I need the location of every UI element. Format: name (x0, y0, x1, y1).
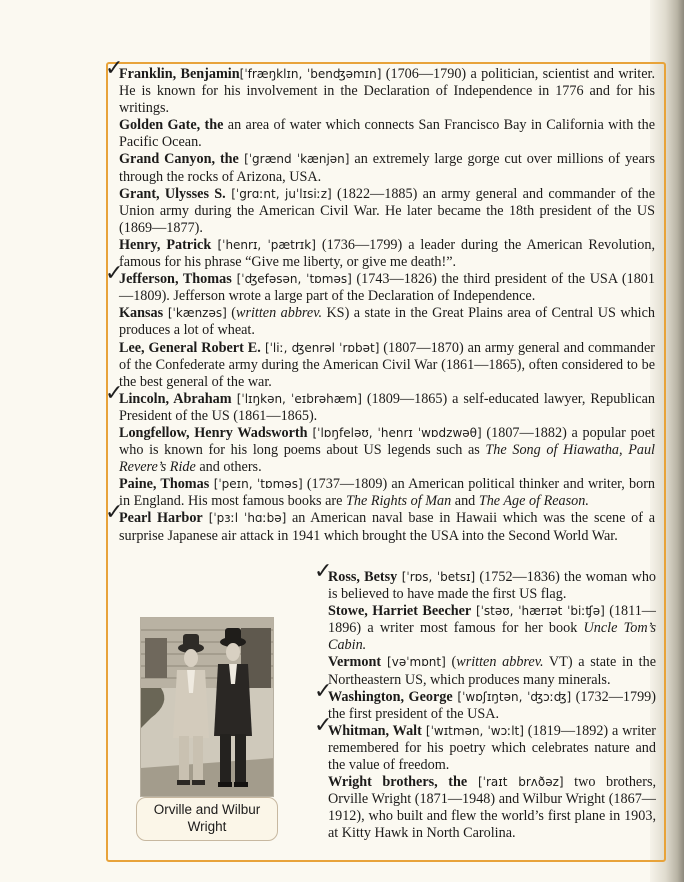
glossary-entry-wright (328, 774, 656, 842)
entry-pronunciation: [ˈwɒʃɪŋtən, ˈʤɔːʤ] (452, 689, 572, 704)
entry-definition: (1737—1809) an American political thinker and writer, born in England. His most famous books are (119, 476, 656, 510)
glossary-entry-jefferson (119, 271, 655, 305)
entry-pronunciation: [ˈkænzəs] (163, 306, 227, 321)
entry-pronunciation: [ˈstəʊ, ˈhærɪət ˈbiːʧə] (471, 604, 605, 619)
entry-definition-italic: The Rights of Man (345, 493, 452, 510)
glossary-entry-pearl-harbor (119, 510, 655, 544)
entry-pronunciation: [ˈliː, ʤenrəl ˈrɒbət] (260, 340, 380, 355)
wright-brothers-photo (140, 617, 274, 797)
entry-definition: (1706—1790) a politician, scientist and writer. He is known for his involvement in the Declaration of Independence in 1776 and for his writings. (119, 66, 656, 117)
entry-pronunciation: [ˈlɒŋfeləʊ, ˈhenrɪ ˈwɒdzwəθ] (307, 425, 482, 440)
entry-headword: Stowe, Harriet Beecher (328, 603, 472, 620)
entry-pronunciation: [ˈlɪŋkən, ˈeɪbrəhæm] (231, 391, 362, 406)
glossary-entry-lee (119, 340, 655, 391)
glossary-entry-vermont (328, 654, 656, 688)
entry-definition: (1811—1896) a writer most famous for her book (328, 603, 656, 637)
glossary-entry-grant (119, 186, 655, 237)
entry-definition-italic: written abbrev. (235, 305, 322, 322)
entry-definition: VT) a state in the Northeastern US, which produces many minerals. (328, 654, 657, 688)
entry-headword: Washington, George (328, 688, 453, 705)
entry-definition: (1807—1870) an army general and commander of the Confederate army during the American Civil War (1861—1865), often considered to be the best general of the war. (119, 339, 656, 390)
entry-definition: an American naval base in Hawaii which was the scene of a surprise Japanese air attack in 1941 which brought the USA into the Second World War. (119, 510, 655, 544)
glossary-entry-lincoln (119, 391, 655, 425)
entry-headword: Franklin, Benjamin (119, 66, 240, 82)
entry-pronunciation: [ˈgrænd ˈkænjən] (238, 152, 350, 167)
entry-definition: (1822—1885) an army general and commander of the Union army during the American Civil War. He later became the 18th president of the US (1869—1877). (119, 185, 655, 236)
tick-mark-icon: ✓ (314, 559, 333, 584)
entry-definition: KS) a state in the Great Plains area of Central US which produces a lot of wheat. (119, 305, 656, 339)
entry-headword: Lincoln, Abraham (119, 390, 232, 407)
tick-mark-icon: ✓ (105, 380, 124, 406)
entry-definition: and others. (195, 459, 262, 476)
entry-headword: Wright brothers, the (328, 774, 468, 791)
entry-headword: Grant, Ulysses S. (119, 185, 226, 202)
entry-headword: Grand Canyon, the (119, 151, 239, 168)
entry-definition-italic: written abbrev. (456, 654, 544, 671)
glossary-column-top (119, 66, 655, 545)
photo-caption: Orville and Wilbur Wright (136, 797, 278, 841)
tick-mark-icon: ✓ (105, 261, 124, 287)
entry-definition: an extremely large gorge cut over millions of years through the rocks of Arizona, USA. (119, 151, 656, 185)
entry-definition: (1752—1836) the woman who is believed to have made the first US flag. (328, 569, 657, 603)
entry-pronunciation: [ˈhenrɪ, ˈpætrɪk] (211, 237, 316, 252)
glossary-entry-grand-canyon (119, 151, 655, 185)
glossary-entry-stowe (328, 603, 656, 654)
entry-headword: Jefferson, Thomas (119, 271, 232, 288)
entry-pronunciation: [ˈʤefəsən, ˈtɒməs] (231, 272, 352, 287)
entry-headword: Longfellow, Henry Wadsworth (119, 424, 308, 441)
entry-headword: Lee, General Robert E. (119, 339, 261, 356)
entry-headword: Paine, Thomas (119, 476, 210, 493)
glossary-entry-washington (328, 689, 656, 723)
entry-pronunciation: [ˈraɪt brʌðəz] (467, 775, 564, 790)
glossary-entry-golden-gate (119, 117, 655, 151)
entry-definition: (1807—1882) a popular poet who is known for his long poems about US legends such as (119, 424, 655, 459)
entry-definition: ( (226, 305, 236, 322)
entry-definition: (1819—1892) a writer remembered for his poetry which celebrates nature and the value of freedom. (328, 722, 656, 774)
entry-definition-italic: The Age of Reason. (478, 493, 589, 510)
entry-headword: Vermont (328, 654, 382, 671)
tick-mark-icon: ✓ (105, 56, 124, 81)
entry-headword: Pearl Harbor (119, 510, 203, 527)
entry-definition-italic: The Song of Hiawatha, Paul Revere’s Ride (119, 442, 655, 476)
entry-definition: ( (445, 654, 457, 671)
entry-pronunciation: [ˈwɪtmən, ˈwɔːlt] (421, 723, 524, 738)
entry-definition: (1743—1826) the third president of the USA (1801—1809). Jefferson wrote a large part of the Declaration of Independence. (119, 271, 655, 305)
entry-pronunciation: [ˈfræŋklɪn, ˈbenʤəmɪn] (239, 67, 382, 81)
glossary-entry-franklin (119, 66, 655, 117)
entry-headword: Golden Gate, the (119, 117, 224, 134)
glossary-entry-whitman (328, 723, 656, 774)
tick-mark-icon: ✓ (314, 712, 333, 738)
entry-pronunciation: [ˈpɜːl ˈhɑːbə] (202, 511, 287, 526)
entry-definition: (1809—1865) a self-educated lawyer, Republican President of the US (1861—1865). (119, 390, 655, 424)
glossary-entry-longfellow (119, 425, 655, 476)
entry-pronunciation: [ˈrɒs, ˈbetsɪ] (397, 570, 476, 584)
entry-definition-italic: Uncle Tom’s Cabin. (328, 620, 656, 654)
tick-mark-icon: ✓ (105, 500, 124, 526)
glossary-column-right (328, 569, 656, 843)
entry-pronunciation: [ˈpeɪn, ˈtɒməs] (209, 477, 303, 492)
entry-headword: Henry, Patrick (119, 236, 212, 253)
entry-pronunciation: [ˈgrɑːnt, juˈlɪsiːz] (225, 186, 332, 201)
entry-definition: (1732—1799) the first president of the USA. (328, 688, 656, 722)
entry-definition: and (451, 493, 479, 510)
glossary-entry-henry (119, 237, 655, 271)
entry-headword: Whitman, Walt (328, 722, 422, 739)
entry-headword: Ross, Betsy (328, 569, 398, 585)
glossary-entry-ross (328, 569, 656, 603)
entry-pronunciation: [vəˈmɒnt] (381, 655, 446, 670)
entry-definition: an area of water which connects San Francisco Bay in California with the Pacific Ocean. (119, 117, 655, 151)
glossary-entry-kansas (119, 305, 655, 339)
entry-definition: two brothers, Orville Wright (1871—1948) and Wilbur Wright (1867—1912), who built and flew the world’s first plane in 1903, at Kitty Hawk in North Carolina. (328, 774, 657, 842)
entry-definition: (1736—1799) a leader during the American Revolution, famous for his phrase “Give me liberty, or give me death!”. (119, 236, 656, 271)
glossary-entry-paine (119, 476, 655, 510)
entry-headword: Kansas (119, 305, 164, 322)
tick-mark-icon: ✓ (314, 678, 333, 704)
